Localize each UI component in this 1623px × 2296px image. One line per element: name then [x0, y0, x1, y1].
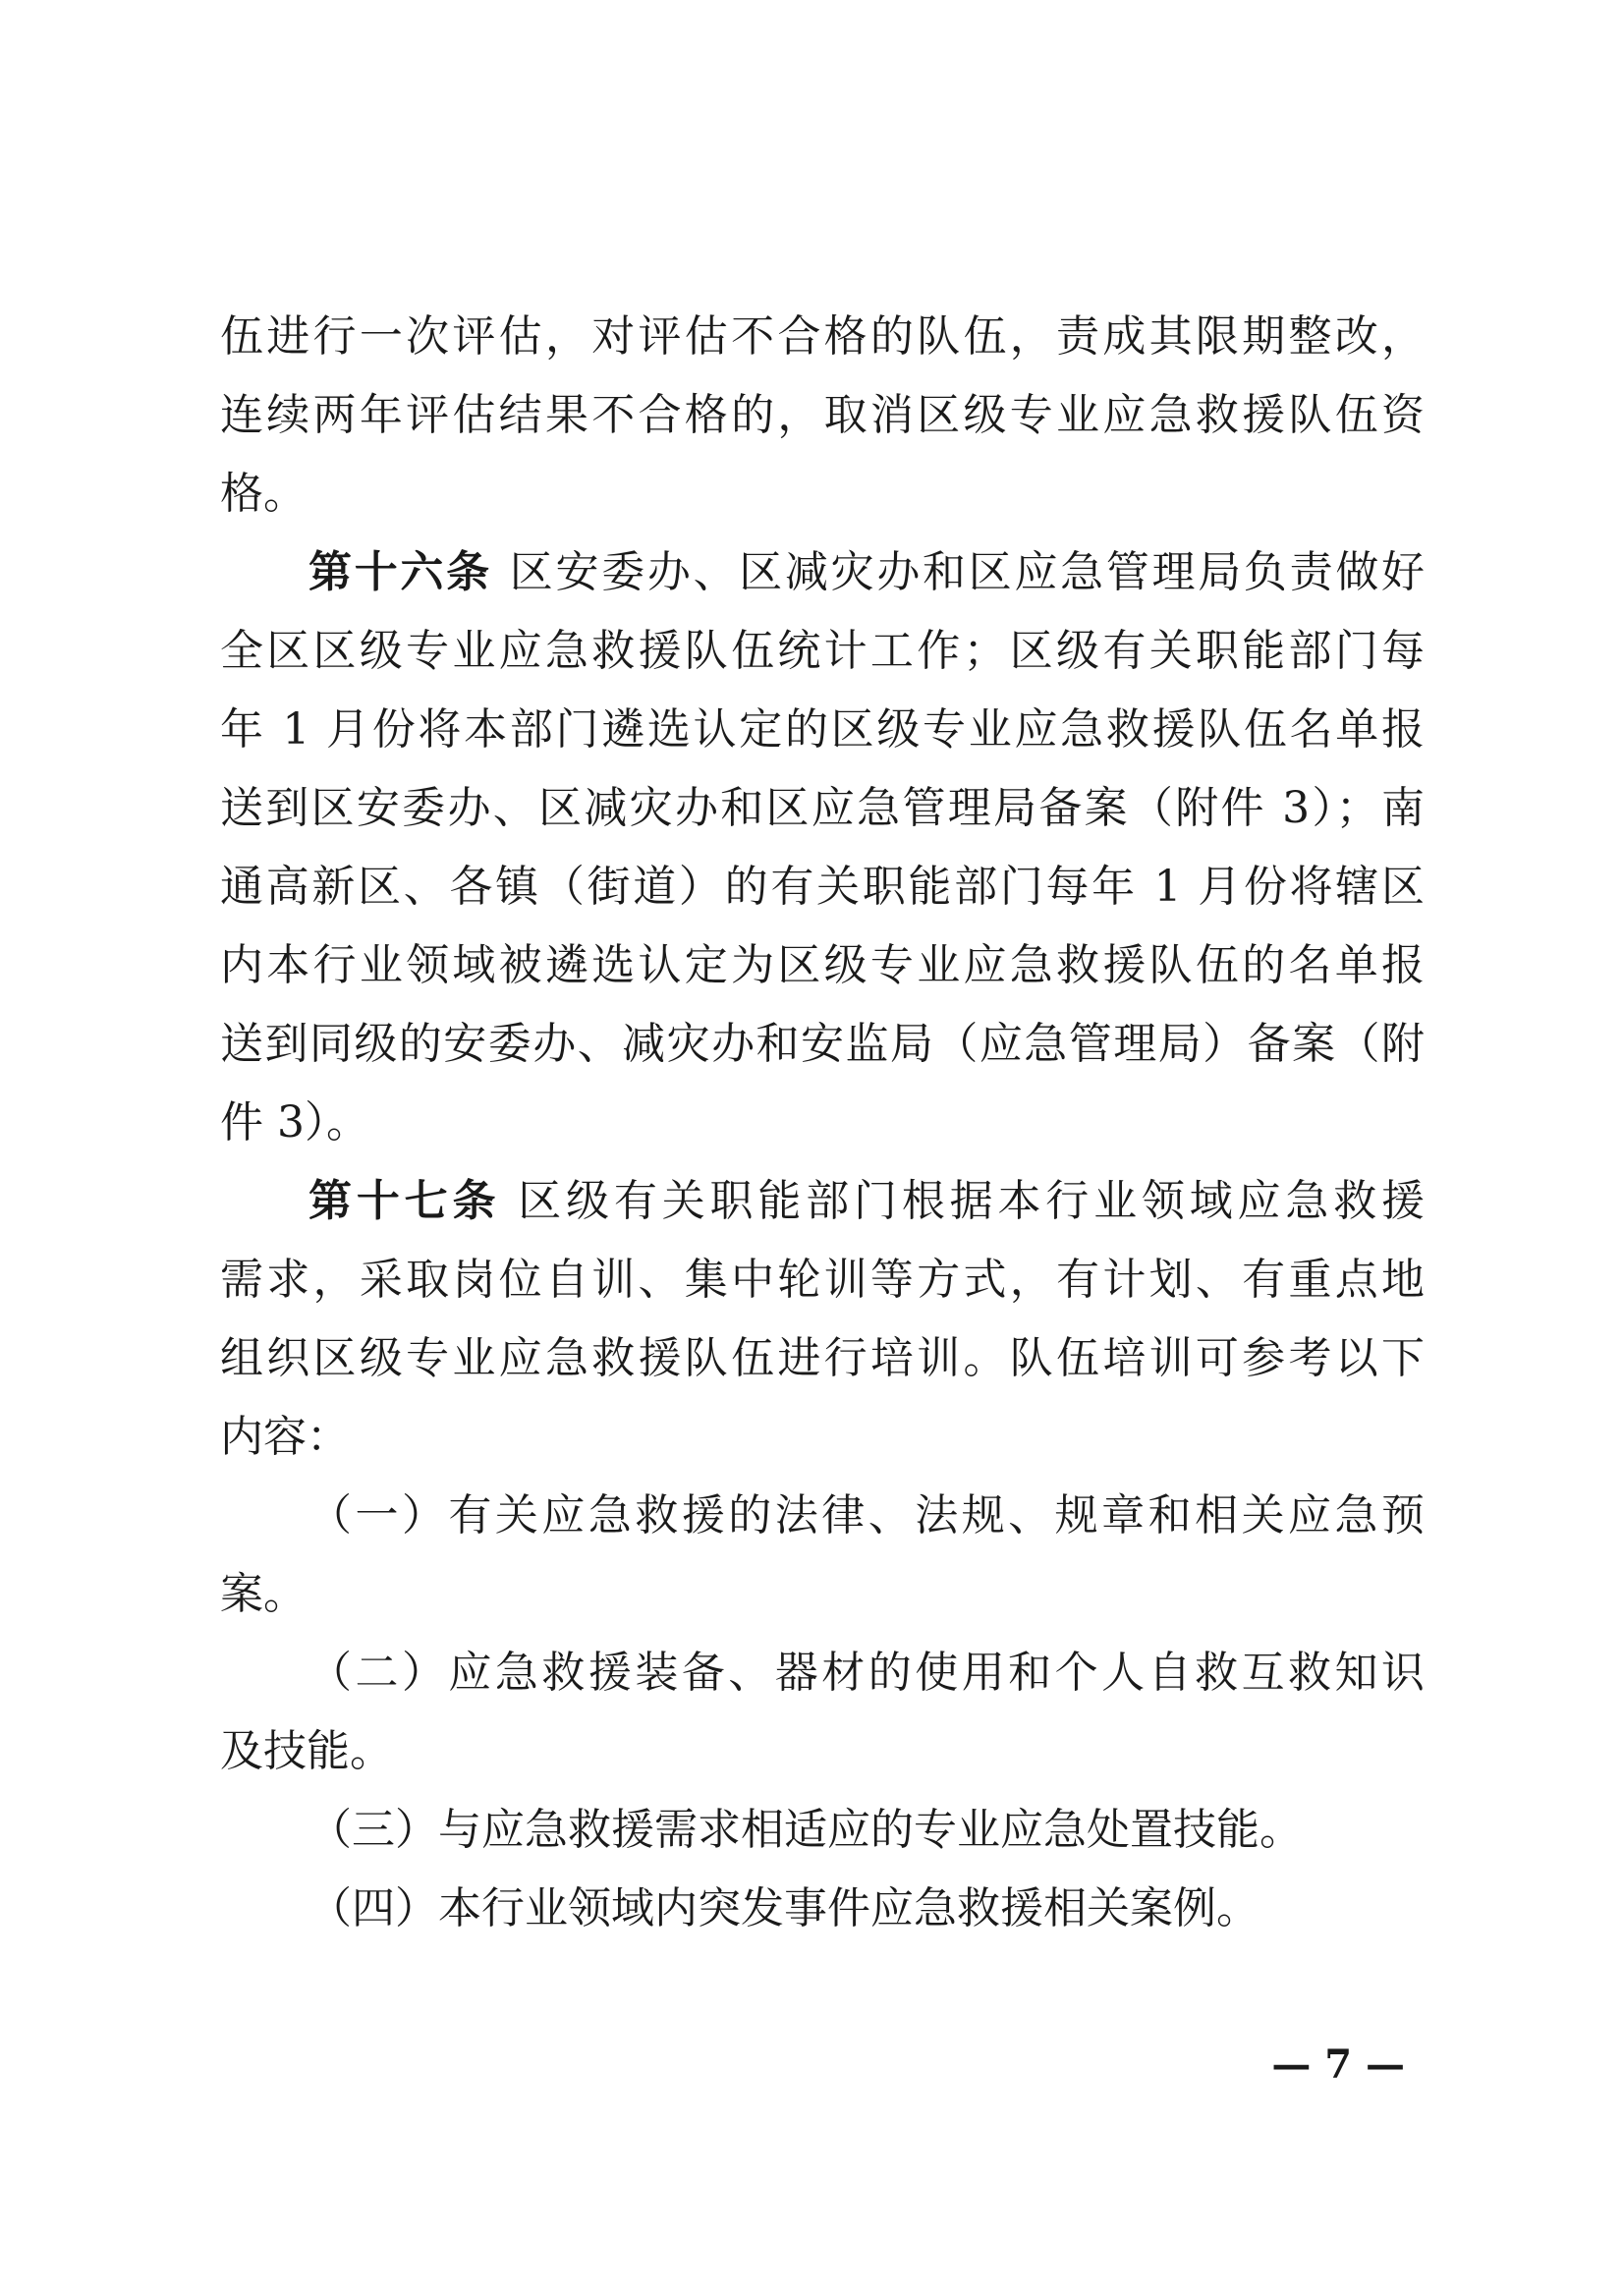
body-line: [220, 465, 1425, 524]
line-text: （一）有关应急救援的法律、法规、规章和相关应急预: [308, 1490, 1425, 1540]
line-text: 案。: [220, 1569, 307, 1619]
line-text: 组织区级专业应急救援队伍进行培训。队伍培训可参考以下: [220, 1333, 1425, 1383]
article-17-first-line: [308, 1172, 1425, 1231]
line-text: 格。: [220, 469, 307, 519]
body-line: [220, 1408, 1425, 1467]
body-line: [220, 700, 1425, 759]
line-text: （三）与应急救援需求相适应的专业应急处置技能。: [308, 1805, 1303, 1855]
line-text: 送到同级的安委办、减灾办和安监局（应急管理局）备案（附: [220, 1019, 1425, 1069]
list-item-line: [308, 1801, 1425, 1860]
body-line: [220, 779, 1425, 838]
article-heading: 第十六条: [308, 547, 492, 597]
line-text: 件 3）。: [220, 1097, 369, 1148]
line-text: 全区区级专业应急救援队伍统计工作；区级有关职能部门每: [220, 626, 1425, 676]
body-line: [220, 936, 1425, 995]
line-text: 送到区安委办、区减灾办和区应急管理局备案（附件 3）；南: [220, 783, 1425, 833]
body-line: [220, 1093, 1425, 1152]
body-line: [220, 1722, 1425, 1781]
line-text: 内本行业领域被遴选认定为区级专业应急救援队伍的名单报: [220, 940, 1425, 990]
line-text: 区级有关职能部门根据本行业领域应急救援: [518, 1176, 1426, 1226]
body-line: [220, 386, 1425, 445]
article-16-first-line: [308, 543, 1425, 602]
body-line: [220, 858, 1425, 917]
line-text: 年 1 月份将本部门遴选认定的区级专业应急救援队伍名单报: [220, 704, 1425, 755]
body-line: [220, 1329, 1425, 1388]
line-text: （二）应急救援装备、器材的使用和个人自救互救知识: [308, 1648, 1425, 1698]
line-text: 连续两年评估结果不合格的，取消区级专业应急救援队伍资: [220, 390, 1425, 440]
line-text: 区安委办、区减灾办和区应急管理局负责做好: [509, 547, 1426, 597]
page-number: — 7 —: [1271, 2042, 1405, 2088]
list-item-first-line: [308, 1486, 1425, 1545]
line-text: （四）本行业领域内突发事件应急救援相关案例。: [308, 1883, 1259, 1933]
line-text: 伍进行一次评估，对评估不合格的队伍，责成其限期整改，: [220, 311, 1425, 362]
body-line: [220, 622, 1425, 681]
list-item-line: [308, 1879, 1425, 1938]
line-text: 内容：: [220, 1412, 350, 1462]
body-line: [220, 1251, 1425, 1310]
body-line: [220, 1015, 1425, 1074]
line-text: 及技能。: [220, 1726, 393, 1776]
article-heading: 第十七条: [308, 1176, 501, 1226]
line-text: 需求，采取岗位自训、集中轮训等方式，有计划、有重点地: [220, 1255, 1425, 1305]
body-line: [220, 308, 1425, 366]
list-item-first-line: [308, 1644, 1425, 1703]
line-text: 通高新区、各镇（街道）的有关职能部门每年 1 月份将辖区: [220, 862, 1425, 912]
body-line: [220, 1565, 1425, 1624]
